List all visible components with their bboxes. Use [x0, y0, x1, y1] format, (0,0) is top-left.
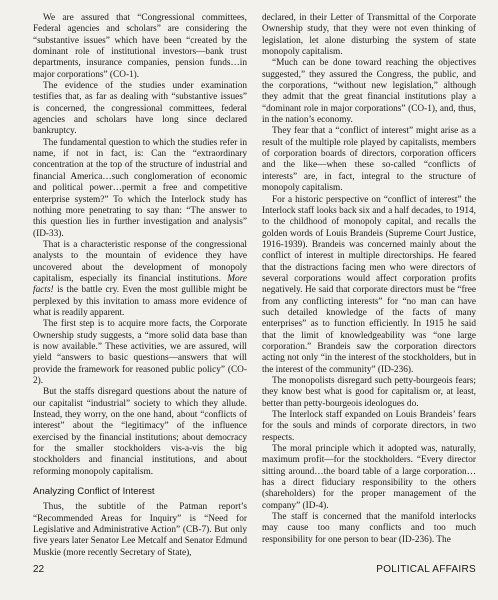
page-number: 22 [33, 564, 45, 575]
left-column [33, 13, 247, 559]
paragraph: The fundamental question to which the studies refer in name, if not in fact, is: Can the “extraordinary concentration at the top of the structure of industrial and financial America…such conglomeration of economic and political power…permit a free and competitive enterprise system?” To which the Interlock study has nothing more penetrating to say than: “The answer to this question lies in further investigation and analysis” (ID-33). [33, 137, 247, 239]
paragraph: Thus, the subtitle of the Patman report’s “Recommended Areas for Inquiry” is “Need for Legislative and Administrative Action” (CB-7). But only five years later Senator Lee Metcalf and Senator Edmund Muskie (more recently Secretary of State), [33, 502, 247, 558]
emphasis: More facts! [33, 273, 247, 296]
paragraph: But the staffs disregard questions about the nature of our capitalist “industrial” society to which they allude. Instead, they worry, on the one hand, about “conflicts of interest” about the “legitimacy” of the influence exercised by the financial institutions; about democracy for the smaller stockholders vis-a-vis the big stockholders and financial institutions, and about reforming monopoly capitalism. [33, 387, 247, 477]
paragraph: They fear that a “conflict of interest” might arise as a result of the multiple role played by capitalists, members of corporation boards of directors, corporation officers and the like—when these so-called “conflicts of interests” are, in fact, integral to the structure of monopoly capitalism. [262, 126, 476, 194]
paragraph: The evidence of the studies under examination testifies that, as far as dealing with “substantive issues” is concerned, the congressional committees, federal agencies and scholars have long since declared bankruptcy. [33, 81, 247, 137]
section-heading: Analyzing Conflict of Interest [33, 486, 155, 498]
paragraph-continuation: declared, in their Letter of Transmittal of the Corporate Ownership study, that they were not even thinking of legislation, let alone disturbing the system of state monopoly capitalism. [262, 13, 476, 58]
running-head: POLITICAL AFFAIRS [376, 564, 476, 575]
paragraph: We are assured that “Congressional committees, Federal agencies and scholars” are considering the “substantive issues” which have been “created by the dominant role of institutional investors—bank trust departments, insurance companies, pension funds…in major corporations” (CO-1). [33, 13, 247, 80]
paragraph: The first step is to acquire more facts, the Corporate Ownership study suggests, a “more solid data base than is now available.” These activities, we are assured, will yield “answers to basic questions—answers that will provide the framework for reasoned public policy” (CO-2). [33, 319, 247, 386]
paragraph: The monopolists disregard such petty-bourgeois fears; they know best what is good for capitalism or, at least, better than petty-bourgeois ideologues do. [262, 376, 476, 409]
paragraph: The staff is concerned that the manifold interlocks may cause too many conflicts and too much responsibility for one person to bear (ID-236). The [262, 512, 476, 545]
paragraph: “Much can be done toward reaching the objectives suggested,” they assured the Congress, the public, and the corporations, “without new legislation,” although they admit that the great financial institutions play a “dominant role in major corporations” (CO-1), and, thus, in the nation’s economy. [262, 58, 476, 126]
paragraph: For a historic perspective on “conflict of interest” the Interlock staff looks back six and a half decades, to 1914, to the childhood of monopoly capital, and recalls the golden words of Louis Brandeis (Supreme Court Justice, 1916-1939). Brandeis was concerned mainly about the conflict of interest in multiple directorships. He feared that the distractions facing men who were directors of several corporations would affect corporation profits negatively. He said that corporate directors must be “free from any conflicting interests” for “no man can have such detailed knowledge of the facts of many enterprises” as to function efficiently. In 1915 he said that the limit of knowledgeability was “one large corporation.” Brandeis saw the corporation directors acting not only “in the interest of the stockholders, but in the interest of the community” (ID-236). [262, 194, 476, 375]
paragraph: The moral principle which it adopted was, naturally, maximum profit—for the stockholders. “Every director sitting around…the board table of a large corporation…has a direct fiduciary responsibility to the others (shareholders) for the proper management of the company” (ID-4). [262, 444, 476, 511]
right-column [262, 13, 476, 546]
paragraph: That is a characteristic response of the congressional analysts to the mountain of evidence they have uncovered about the development of monopoly capitalism, especially its financial institutions. More facts! is the battle cry. Even the most gullible might be perplexed by this invitation to amass more evidence of what is readily apparent. [33, 239, 247, 318]
paragraph: The Interlock staff expanded on Louis Brandeis’ fears for the souls and minds of corporate directors, in two respects. [262, 410, 476, 443]
